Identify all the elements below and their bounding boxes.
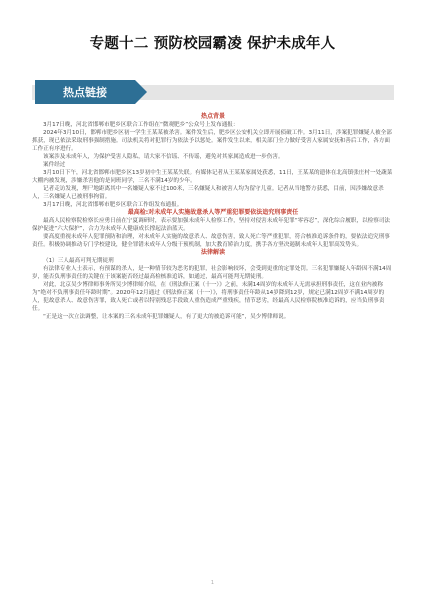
paragraph: 记者走访发现，埋尸地距离其中一名嫌疑人家不过100米，三名嫌疑人和被害人均为留守儿童。记者从当地警方获悉，目前，因涉嫌故意杀人，三名嫌疑人已被刑事拘留。 [32,186,384,200]
paragraph: 对此，北京吴少博律师事务所吴少博律师介绍，在《刑法修正案（十一）》之前，未满14周岁的未成年人无需承担刑事责任，这在业内被称为“绝对不负刑事责任年龄时期”。2020年12月通过《刑法修正案（十一）》，将刑事责任年龄从14岁降到12岁，规定已满12周岁不满14周岁的人，犯故意杀人、故意伤害罪，致人死亡或者以特别残忍手段致人重伤造成严重残疾，情节恶劣，经最高人民检察院核准追诉的，应当负刑事责任。 [32,282,385,312]
paragraph: 该案涉及未成年人，为保护受害人隐私，请大家不信谣、不传谣，避免对其家属造成进一步伤害。 [43,154,284,160]
paragraph: 要高度重视未成年人犯罪预防和治理，对未成年人实施的故意杀人、故意伤害，致人死亡等严重犯罪，符合核准追诉条件的，要依法追究刑事责任。积极协调推动专门学校建设，健全罪错未成年人分级干预机制，加大教育矫治力度，携手各方坚决遏制未成年人犯罪高发势头。 [32,234,390,248]
paragraph: 3月10日下午，河北省邯郸市肥乡区13岁初中生王某某失联。有媒体记者从王某某家属处获悉，11日，王某某的遗体在北高镇张庄村一处蔬菜大棚内被发现，涉嫌杀害他的是同班同学，三名不满14岁的少年。 [32,170,393,184]
page-number: 1 [210,580,215,586]
case-heading: 案件经过 [43,162,66,168]
procuratorate-heading: 最高检:对未成年人实施故意杀人等严重犯罪要依法追究刑事责任 [127,209,299,216]
hot-background-heading: 热点背景 [200,113,225,120]
banner-tab: 热点链接 [35,80,135,104]
paragraph: 最高人民检察院检察长应勇日前在宁夏调研时，表示要加强未成年人检察工作，坚持对侵害未成年犯罪“零容忍”，深化综合履职，以检察司法保护促进“六大保护”，合力为未成年人健康成长撑起法治蓝天。 [32,218,391,232]
paragraph: “正是这一次立法调整，让本案的三名未成年犯罪嫌疑人，有了更大的被追诉可能”，吴少博律师说。 [43,314,290,320]
section-banner [32,80,394,104]
paragraph: 3月17日晚，河北省邯郸市肥乡区联合工作组在“微观肥乡”公众号上发布通报： [43,122,239,128]
subheading: （1）三人最高可判无期徒刑 [43,258,114,264]
paragraph: 2024年3月10日，邯郸市肥乡区初一学生王某某被杀害。案件发生后，肥乡区公安机关立即开展侦破工作。3月11日，涉案犯罪嫌疑人被全部抓获，现已依法采取刑事强制措施。司法机关将对犯罪行为依法予以惩处。案件发生以来，相关部门全力做好受害人家属安抚和善后工作，各方面工作正有序进行。 [32,130,392,152]
paragraph: 3月17日晚，河北省邯郸市肥乡区联合工作组发布通报。 [43,202,183,208]
paragraph: 有法律专业人士表示，有预谋的杀人，是一种情节较为恶劣的犯罪，社会影响较坏，会受到更重的定罪处罚。三名犯罪嫌疑人年龄因不满14周岁，能否负刑事责任的关键在于该案能否经过最高检核准追诉，如通过，最高可能判无期徒刑。 [32,266,392,280]
page-title: 专题十二 预防校园霸凌 保护未成年人 [89,36,336,52]
law-interpretation-heading: 法律解读 [200,249,225,256]
article-body [32,113,394,321]
